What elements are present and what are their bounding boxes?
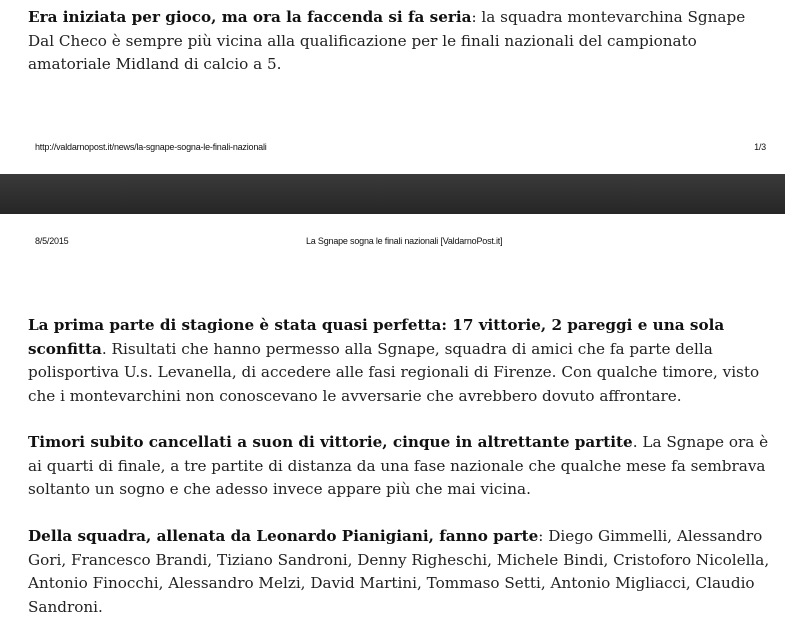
paragraph-team-bold: Della squadra, allenata da Leonardo Pianigiani, fanno parte	[28, 527, 539, 545]
paragraph-intro-bold: Era iniziata per gioco, ma ora la faccenda si fa seria	[28, 8, 472, 26]
paragraph-season	[28, 314, 776, 408]
paragraph-season-text: . Risultati che hanno permesso alla Sgnape, squadra di amici che fa parte della polisportiva U.s. Levanella, di accedere alle fasi regionali di Firenze. Con qualche timore, visto che i montevarchini non conoscevano le avversarie che avrebbero dovuto affrontare.	[28, 339, 760, 405]
footer-url: http://valdarnopost.it/news/la-sgnape-sogna-le-finali-nazionali	[35, 142, 267, 152]
paragraph-intro	[28, 6, 776, 77]
paragraph-team-text: : Diego Gimmelli, Alessandro Gori, Francesco Brandi, Tiziano Sandroni, Denny Righeschi, Michele Bindi, Cristoforo Nicolella, Antonio Finocchi, Alessandro Melzi, David Martini, Tommaso Setti, Antonio Migliacci, Claudio Sandroni.	[28, 527, 770, 616]
paragraph-victories	[28, 431, 776, 502]
footer-page-number: 1/3	[754, 142, 766, 152]
paragraph-season-bold: La prima parte di stagione è stata quasi perfetta: 17 vittorie, 2 pareggi e una sola sconfitta	[28, 316, 725, 358]
header-title: La Sgnape sogna le finali nazionali [ValdarnoPost.it]	[306, 236, 503, 246]
page-separator	[0, 174, 785, 214]
header-date: 8/5/2015	[35, 236, 69, 246]
paragraph-intro-text: : la squadra montevarchina Sgnape Dal Checo è sempre più vicina alla qualificazione per le finali nazionali del campionato amatoriale Midland di calcio a 5.	[28, 8, 746, 73]
paragraph-team	[28, 525, 776, 619]
paragraph-victories-bold: Timori subito cancellati a suon di vittorie, cinque in altrettante partite	[28, 433, 633, 451]
paragraph-victories-text: . La Sgnape ora è ai quarti di finale, a tre partite di distanza da una fase nazionale che qualche mese fa sembrava soltanto un sogno e che adesso invece appare più che mai vicina.	[28, 433, 769, 498]
